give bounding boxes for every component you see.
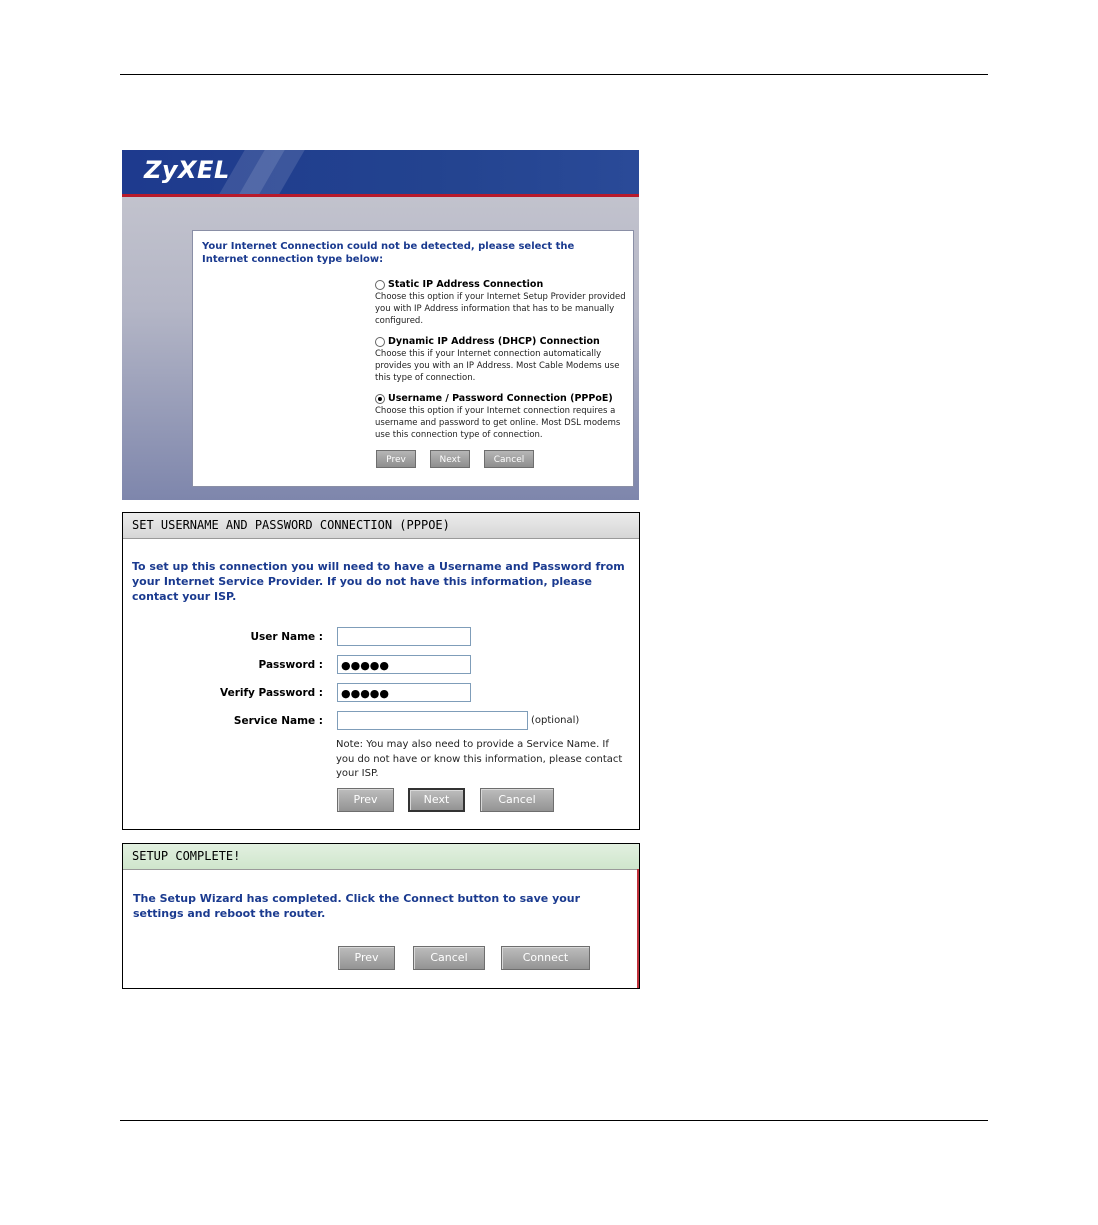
zyxel-banner [122, 150, 639, 197]
option-pppoe [375, 393, 627, 441]
prev-button[interactable]: Prev [376, 450, 416, 468]
option-dhcp-title: Dynamic IP Address (DHCP) Connection [388, 336, 600, 347]
next-button[interactable]: Next [408, 788, 465, 812]
cancel-button[interactable]: Cancel [484, 450, 534, 468]
connect-button[interactable]: Connect [501, 946, 590, 970]
prev-button[interactable]: Prev [337, 788, 394, 812]
user-name-input[interactable] [337, 627, 471, 646]
cancel-button[interactable]: Cancel [413, 946, 485, 970]
password-label: Password : [258, 659, 323, 671]
service-name-input[interactable] [337, 711, 528, 730]
radio-static-ip[interactable] [375, 280, 385, 290]
pppoe-panel [122, 512, 640, 830]
option-static-ip-title: Static IP Address Connection [388, 279, 544, 290]
verify-password-label: Verify Password : [220, 687, 323, 699]
option-static-ip-desc: Choose this option if your Internet Setup Provider provided you with IP Address information that has to be manually configured. [375, 292, 626, 326]
setup-complete-panel [122, 843, 640, 989]
panel-accent-line [637, 869, 639, 988]
option-dhcp [375, 336, 627, 384]
user-name-label: User Name : [250, 631, 323, 643]
cancel-button[interactable]: Cancel [480, 788, 554, 812]
service-name-note: Note: You may also need to provide a Service Name. If you do not have or know this information, please contact your ISP. [336, 739, 623, 779]
option-static-ip [375, 279, 627, 327]
connection-type-box [192, 230, 634, 487]
setup-complete-text: The Setup Wizard has completed. Click the Connect button to save your settings and reboot the router. [133, 892, 581, 920]
pppoe-intro-text: To set up this connection you will need to have a Username and Password from your Internet Service Provider. If you do not have this information, please contact your ISP. [132, 560, 625, 603]
option-pppoe-desc: Choose this option if your Internet connection requires a username and password to get online. Most DSL modems use this connection type of connection. [375, 406, 621, 440]
zyxel-logo: ZyXEL [144, 156, 230, 184]
radio-pppoe[interactable] [375, 394, 385, 404]
page-top-rule [120, 74, 988, 75]
prev-button[interactable]: Prev [338, 946, 395, 970]
option-dhcp-desc: Choose this if your Internet connection automatically provides you with an IP Address. Most Cable Modems use this type of connection. [375, 349, 620, 383]
pppoe-header: SET USERNAME AND PASSWORD CONNECTION (PPPOE) [123, 513, 639, 539]
password-input[interactable]: ●●●●● [337, 655, 471, 674]
service-name-label: Service Name : [233, 715, 323, 727]
radio-dhcp[interactable] [375, 337, 385, 347]
page-bottom-rule [120, 1120, 988, 1121]
option-pppoe-title: Username / Password Connection (PPPoE) [388, 393, 613, 404]
setup-complete-header: SETUP COMPLETE! [123, 844, 639, 870]
service-name-optional-hint: (optional) [531, 715, 580, 726]
connection-intro-text: Your Internet Connection could not be detected, please select the Internet connection type below: [202, 241, 575, 265]
verify-password-input[interactable]: ●●●●● [337, 683, 471, 702]
connection-type-panel [122, 150, 639, 500]
next-button[interactable]: Next [430, 450, 470, 468]
